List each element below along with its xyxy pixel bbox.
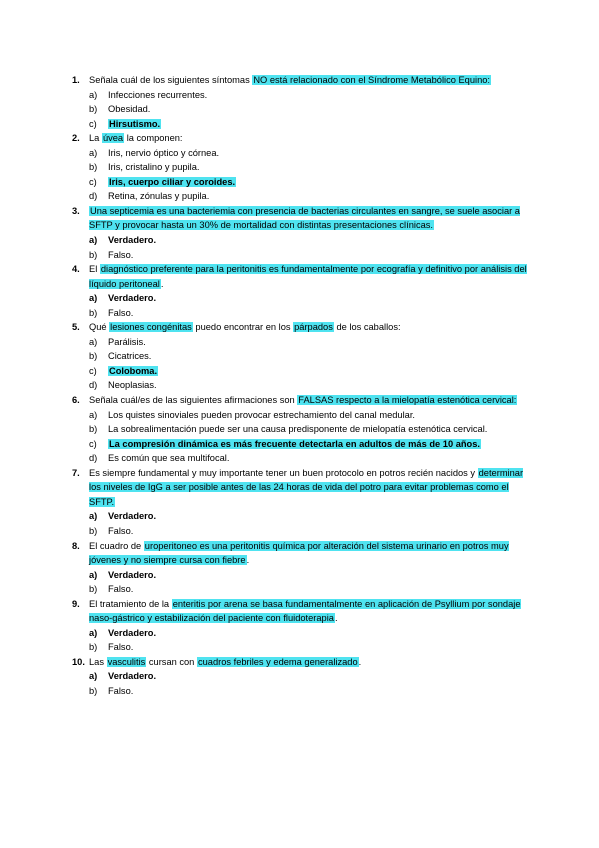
option-text: Verdadero. <box>108 569 157 580</box>
question-text: La <box>89 133 102 144</box>
option-text: Falso. <box>108 307 134 318</box>
question-text: Las <box>89 656 107 667</box>
question-text: . <box>358 656 362 667</box>
option-letter: c) <box>89 365 97 376</box>
option-text: Verdadero. <box>108 293 157 304</box>
highlighted-text: enteritis por arena se basa fundamentalmente en aplicación de Psyllium por sondaje naso-gástrico y estabilización del paciente con fluidoterapia <box>89 598 521 624</box>
question-number: 2. <box>72 133 80 144</box>
option-b <box>72 524 532 539</box>
question-number: 5. <box>72 322 80 333</box>
option-c-correct <box>72 364 532 379</box>
question-text: El tratamiento de la <box>89 598 172 609</box>
highlighted-text: úvea <box>102 133 124 144</box>
question-number: 6. <box>72 395 80 406</box>
option-a-correct <box>72 568 532 583</box>
question-text: Es siempre fundamental y muy importante tener un buen protocolo en potros recién nacidos y <box>89 467 478 478</box>
option-text: Iris, cristalino y pupila. <box>108 162 200 173</box>
option-a-correct <box>72 669 532 684</box>
option-letter: b) <box>89 584 98 595</box>
option-letter: c) <box>89 438 97 449</box>
option-a <box>72 408 532 423</box>
option-text: Retina, zónulas y pupila. <box>108 191 210 202</box>
option-c-correct <box>72 117 532 132</box>
option-a-correct <box>72 509 532 524</box>
option-letter: b) <box>89 307 98 318</box>
option-letter: a) <box>89 89 98 100</box>
option-letter: b) <box>89 351 98 362</box>
question-text: . <box>246 555 250 566</box>
option-a <box>72 146 532 161</box>
question-number: 3. <box>72 205 80 216</box>
option-a-correct <box>72 233 532 248</box>
option-a <box>72 335 532 350</box>
question-number: 7. <box>72 467 80 478</box>
question-text: Señala cuál de los siguientes síntomas <box>89 75 253 85</box>
option-b <box>72 248 532 263</box>
question-number: 8. <box>72 540 80 551</box>
option-b <box>72 422 532 437</box>
option-d <box>72 378 532 393</box>
question-text: El cuadro de <box>89 540 144 551</box>
option-b <box>72 349 532 364</box>
option-d <box>72 189 532 204</box>
option-b <box>72 306 532 321</box>
question-number: 4. <box>72 264 80 275</box>
option-text: Los quistes sinoviales pueden provocar estrechamiento del canal medular. <box>108 409 415 420</box>
option-text: Es común que sea multifocal. <box>108 453 230 464</box>
option-letter: d) <box>89 191 98 202</box>
option-text: Obesidad. <box>108 104 151 115</box>
option-letter: a) <box>89 235 98 246</box>
option-letter: a) <box>89 627 98 638</box>
option-letter: d) <box>89 453 98 464</box>
option-b <box>72 582 532 597</box>
highlighted-text: cuadros febriles y edema generalizado <box>197 656 358 667</box>
option-text: Falso. <box>108 642 134 653</box>
option-text: La sobrealimentación puede ser una causa predisponente de mielopatía estenótica cervical. <box>108 424 488 435</box>
option-text: Falso. <box>108 249 134 260</box>
option-text: Verdadero. <box>108 671 157 682</box>
question-number: 9. <box>72 598 80 609</box>
option-text: Verdadero. <box>108 511 157 522</box>
option-c-correct <box>72 175 532 190</box>
option-text: Falso. <box>108 685 134 696</box>
option-a-correct <box>72 291 532 306</box>
question-text: El <box>89 264 100 275</box>
option-text: Iris, cuerpo ciliar y coroides. <box>109 176 236 187</box>
option-b <box>72 684 532 699</box>
option-letter: b) <box>89 642 98 653</box>
option-text: Neoplasias. <box>108 380 157 391</box>
question-text: . <box>334 613 338 624</box>
option-letter: a) <box>89 147 98 158</box>
option-text: Falso. <box>108 525 134 536</box>
option-letter: b) <box>89 104 98 115</box>
option-letter: a) <box>89 511 98 522</box>
highlighted-text: Una septicemia es una bacteriemia con presencia de bacterias circulantes en sangre, se suele asociar a SFTP y provocar hasta un 30% de mortalidad con distintas presentaciones clínicas. <box>89 205 520 231</box>
option-d <box>72 451 532 466</box>
question-text: puedo encontrar en los <box>192 322 294 333</box>
option-text: Infecciones recurrentes. <box>108 89 208 100</box>
option-letter: b) <box>89 249 98 260</box>
highlighted-text: uroperitoneo es una peritonitis química por alteración del sistema urinario en potros muy jóvenes y no siempre cursa con fiebre <box>89 540 509 566</box>
question-number: 1. <box>72 75 80 85</box>
option-letter: b) <box>89 685 98 696</box>
option-letter: b) <box>89 525 98 536</box>
question-2 <box>72 131 532 146</box>
question-10 <box>72 655 532 670</box>
highlighted-text: NO está relacionado con el Síndrome Metabólico Equino: <box>253 75 491 85</box>
option-c-correct <box>72 437 532 452</box>
option-a <box>72 88 532 103</box>
question-9 <box>72 597 532 626</box>
option-text: Parálisis. <box>108 336 146 347</box>
option-letter: c) <box>89 176 97 187</box>
option-text: Cicatrices. <box>108 351 152 362</box>
option-text: Verdadero. <box>108 235 157 246</box>
highlighted-text: FALSAS respecto a la mielopatía estenótica cervical: <box>298 395 517 406</box>
option-b <box>72 102 532 117</box>
question-6 <box>72 393 532 408</box>
option-b <box>72 160 532 175</box>
question-4 <box>72 262 532 291</box>
option-b <box>72 640 532 655</box>
option-letter: b) <box>89 424 98 435</box>
question-8 <box>72 539 532 568</box>
option-text: Verdadero. <box>108 627 157 638</box>
highlighted-text: párpados <box>294 322 333 333</box>
highlighted-text: determinar los niveles de IgG a ser posible antes de las 24 horas de vida del potro para evitar problemas como el SFTP. <box>89 467 524 507</box>
question-7 <box>72 466 532 510</box>
option-text: Hirsutismo. <box>109 118 161 129</box>
question-3 <box>72 204 532 233</box>
option-letter: a) <box>89 336 98 347</box>
option-letter: a) <box>89 671 98 682</box>
highlighted-text: diagnóstico preferente para la peritonitis es fundamentalmente por ecografía y definitivo por análisis del líquido peritoneal <box>89 264 527 289</box>
option-letter: a) <box>89 293 98 304</box>
option-letter: c) <box>89 118 97 129</box>
option-letter: a) <box>89 409 98 420</box>
question-list <box>72 73 532 699</box>
highlighted-text: vasculitis <box>107 656 146 667</box>
question-1 <box>72 73 532 88</box>
question-text: Señala cuál/es de las siguientes afirmaciones son <box>89 395 298 406</box>
question-5 <box>72 320 532 335</box>
option-letter: a) <box>89 569 98 580</box>
question-text: . <box>160 278 164 289</box>
option-text: La compresión dinámica es más frecuente detectarla en adultos de más de 10 años. <box>109 438 480 449</box>
highlighted-text: lesiones congénitas <box>110 322 192 333</box>
question-text: Qué <box>89 322 110 333</box>
question-number: 10. <box>72 656 85 667</box>
option-text: Coloboma. <box>109 365 158 376</box>
option-text: Falso. <box>108 584 134 595</box>
question-text: cursan con <box>146 656 197 667</box>
option-letter: d) <box>89 380 98 391</box>
question-text: la componen: <box>124 133 183 144</box>
option-a-correct <box>72 626 532 641</box>
option-letter: b) <box>89 162 98 173</box>
option-text: Iris, nervio óptico y córnea. <box>108 147 220 158</box>
question-text: de los caballos: <box>333 322 401 333</box>
